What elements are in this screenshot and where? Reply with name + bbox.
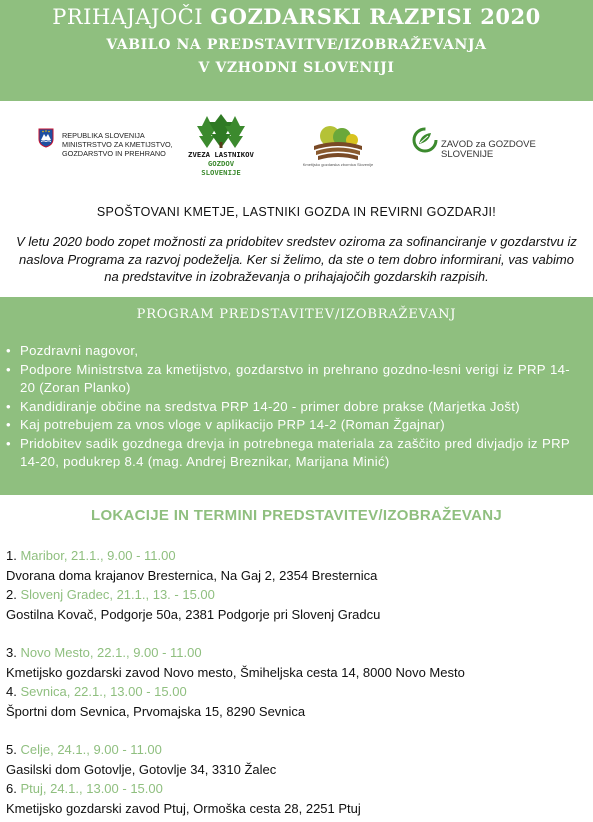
location-item [6, 643, 465, 682]
zveza-line-1: ZVEZA LASTNIKOV [188, 150, 254, 159]
leaf-circle-icon [412, 127, 438, 157]
location-when: Maribor, 21.1., 9.00 - 11.00 [20, 548, 176, 563]
program-item: • Pridobitev sadik gozdnega drevja in potrebnega materiala za zaščito pred divjadjo iz PRP 14-20, podukrep 8.4 (mag. Andrej Breznikar, Marijana Minić) [6, 435, 570, 472]
title-light: PRIHAJAJOČI [52, 5, 204, 29]
location-number: 4. [6, 684, 17, 699]
title-bold: GOZDARSKI RAZPISI 2020 [210, 4, 541, 29]
location-number: 3. [6, 645, 17, 660]
gov-line-1: REPUBLIKA SLOVENIJA [62, 131, 145, 140]
greeting: SPOŠTOVANI KMETJE, LASTNIKI GOZDA IN REVIRNI GOZDARJI! [96, 205, 497, 219]
location-where: Gasilski dom Gotovlje, Gotovlje 34, 3310 Žalec [6, 761, 277, 777]
program-item: • Pozdravni nagovor, [6, 342, 570, 361]
location-item [6, 546, 377, 585]
trees-icon [197, 114, 245, 154]
location-where: Gostilna Kovač, Podgorje 50a, 2381 Podgorje pri Slovenj Gradcu [6, 606, 381, 622]
location-number: 5. [6, 742, 17, 757]
kgz-logo-text: Kmetijsko gozdarska zbornica Slovenije [302, 162, 374, 167]
intro-paragraph: V letu 2020 bodo zopet možnosti za pridobitev sredstev oziroma za sofinanciranje v gozdarstvu iz naslova Programa za razvoj podeželja. Ker si želimo, da ste o tem dobro informirani, vas vabimo na predstavitve in izobraževanja o prihajajočih gozdarskih razpisih. [16, 234, 577, 284]
zgs-line-2: SLOVENIJE [441, 149, 494, 160]
fields-icon [312, 124, 364, 166]
location-where: Kmetijsko gozdarski zavod Ptuj, Ormoška cesta 28, 2251 Ptuj [6, 800, 361, 816]
zveza-logo-text [186, 150, 256, 177]
gov-logo-text [62, 131, 173, 158]
location-when: Sevnica, 22.1., 13.00 - 15.00 [20, 684, 187, 699]
subtitle-line-2: V VZHODNI SLOVENIJI [198, 60, 395, 76]
location-item [6, 585, 380, 624]
location-where: Športni dom Sevnica, Prvomajska 15, 8290 Sevnica [6, 703, 306, 719]
location-where: Dvorana doma krajanov Bresternica, Na Gaj 2, 2354 Bresternica [6, 567, 378, 583]
location-item [6, 779, 361, 818]
location-when: Novo Mesto, 22.1., 9.00 - 11.00 [20, 645, 202, 660]
program-title: PROGRAM PREDSTAVITEV/IZOBRAŽEVANJ [136, 307, 457, 322]
gov-line-2: MINISTRSTVO ZA KMETIJSTVO, [62, 140, 173, 149]
location-when: Slovenj Gradec, 21.1., 13. - 15.00 [20, 587, 215, 602]
program-section [0, 297, 593, 495]
locations-title: LOKACIJE IN TERMINI PREDSTAVITEV/IZOBRAŽEVANJ [90, 507, 503, 524]
location-when: Celje, 24.1., 9.00 - 11.00 [20, 742, 162, 757]
slovenia-crest-icon [38, 128, 54, 152]
zgs-line-1: ZAVOD za GOZDOVE [441, 139, 536, 150]
zgs-logo-text [441, 140, 536, 160]
program-item: • Kaj potrebujem za vnos vloge v aplikacijo PRP 14-2 (Roman Žgajnar) [6, 416, 570, 435]
page-title [0, 4, 593, 29]
location-number: 2. [6, 587, 17, 602]
header-banner [0, 0, 593, 101]
location-number: 1. [6, 548, 17, 563]
gov-line-3: GOZDARSTVO IN PREHRANO [62, 149, 166, 158]
location-when: Ptuj, 24.1., 13.00 - 15.00 [20, 781, 163, 796]
zveza-line-2: GOZDOV SLOVENIJE [201, 159, 241, 177]
location-item [6, 682, 305, 721]
location-item [6, 740, 276, 779]
location-number: 6. [6, 781, 17, 796]
subtitle-line-1: VABILO NA PREDSTAVITVE/IZOBRAŽEVANJA [106, 37, 487, 53]
location-where: Kmetijsko gozdarski zavod Novo mesto, Šmiheljska cesta 14, 8000 Novo Mesto [6, 664, 465, 680]
program-item: • Podpore Ministrstva za kmetijstvo, gozdarstvo in prehrano gozdno-lesni verigi iz PRP 14-20 (Zoran Planko) [6, 361, 570, 398]
program-item: • Kandidiranje občine na sredstva PRP 14-20 - primer dobre prakse (Marjetka Jošt) [6, 398, 570, 417]
program-list [6, 342, 570, 472]
